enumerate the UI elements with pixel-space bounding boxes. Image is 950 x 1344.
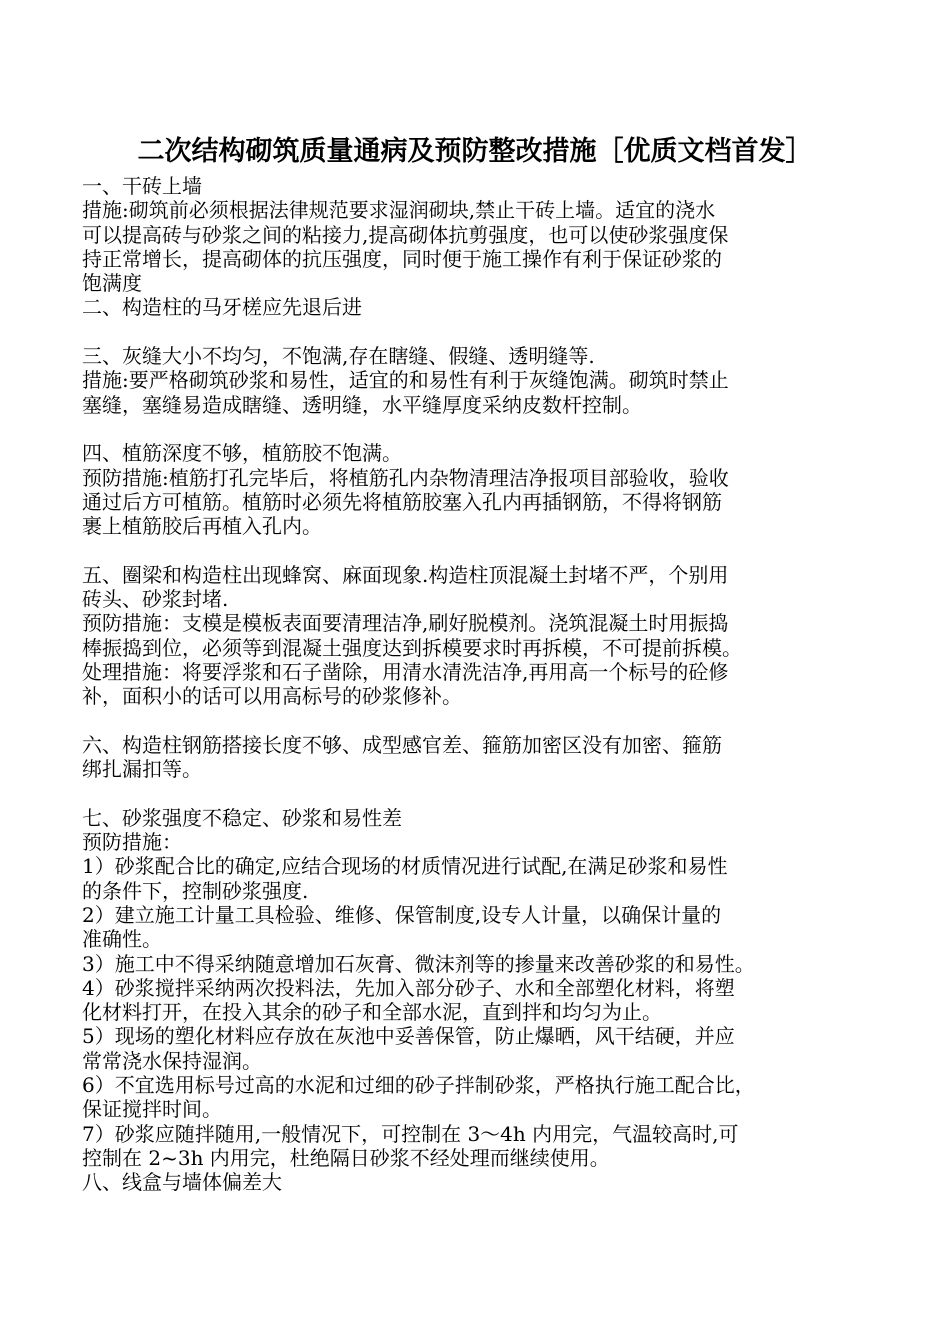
text-line: 塞缝，塞缝易造成瞎缝、透明缝，水平缝厚度采纳皮数杆控制。 (82, 392, 642, 417)
document-body (82, 174, 872, 1194)
text-line: 5）现场的塑化材料应存放在灰池中妥善保管，防止爆晒，风干结硬，并应 (82, 1024, 735, 1049)
blank-line (82, 538, 872, 562)
text-line: 准确性。 (82, 927, 162, 952)
text-line: 二、构造柱的马牙槎应先退后进 (82, 295, 362, 320)
text-line: 措施:砌筑前必须根据法律规范要求湿润砌块,禁止干砖上墙。适宜的浇水 (82, 198, 716, 223)
blank-line (82, 781, 872, 805)
text-line: 棒振捣到位，必须等到混凝土强度达到拆模要求时再拆模，不可提前拆模。 (82, 635, 742, 660)
text-line: 常常浇水保持湿润。 (82, 1048, 262, 1073)
text-line: 处理措施：将要浮浆和石子凿除，用清水清洗洁净,再用高一个标号的砼修 (82, 659, 729, 684)
text-line: 一、干砖上墙 (82, 174, 202, 198)
text-line: 持正常增长，提高砌体的抗压强度，同时便于施工操作有利于保证砂浆的 (82, 246, 722, 271)
text-line: 通过后方可植筋。植筋时必须先将植筋胶塞入孔内再插钢筋，不得将钢筋 (82, 489, 722, 514)
text-line: 7）砂浆应随拌随用,一般情况下，可控制在 3～4h 内用完，气温较高时,可 (82, 1121, 739, 1146)
text-line: 化材料打开，在投入其余的砂子和全部水泥，直到拌和均匀为止。 (82, 1000, 662, 1025)
blank-line (82, 417, 872, 441)
text-line: 裹上植筋胶后再植入孔内。 (82, 514, 322, 539)
document-title: 二次结构砌筑质量通病及预防整改措施［优质文档首发］ (137, 136, 813, 167)
text-line: 砖头、砂浆封堵. (82, 587, 229, 612)
text-line: 1）砂浆配合比的确定,应结合现场的材质情况进行试配,在满足砂浆和易性 (82, 854, 728, 879)
text-line: 八、线盒与墙体偏差大 (82, 1170, 282, 1195)
text-line: 饱满度 (82, 271, 142, 296)
text-line: 2）建立施工计量工具检验、维修、保管制度,设专人计量，以确保计量的 (82, 902, 722, 927)
text-line: 六、构造柱钢筋搭接长度不够、成型感官差、箍筋加密区没有加密、箍筋 (82, 732, 722, 757)
text-line: 三、灰缝大小不均匀，不饱满,存在瞎缝、假缝、透明缝等. (82, 344, 595, 369)
text-line: 措施:要严格砌筑砂浆和易性，适宜的和易性有利于灰缝饱满。砌筑时禁止 (82, 368, 729, 393)
text-line: 绑扎漏扣等。 (82, 757, 202, 782)
text-line: 预防措施:植筋打孔完毕后，将植筋孔内杂物清理洁净报项目部验收，验收 (82, 465, 729, 490)
text-line: 预防措施： (82, 830, 182, 855)
text-line: 七、砂浆强度不稳定、砂浆和易性差 (82, 805, 402, 830)
blank-line (82, 320, 872, 344)
text-line: 保证搅拌时间。 (82, 1097, 222, 1122)
text-line: 控制在 2~3h 内用完，杜绝隔日砂浆不经处理而继续使用。 (82, 1145, 610, 1170)
text-line: 4）砂浆搅拌采纳两次投料法，先加入部分砂子、水和全部塑化材料，将塑 (82, 975, 735, 1000)
text-line: 可以提高砖与砂浆之间的粘接力,提高砌体抗剪强度，也可以使砂浆强度保 (82, 222, 729, 247)
text-line: 6）不宜选用标号过高的水泥和过细的砂子拌制砂浆，严格执行施工配合比， (82, 1072, 755, 1097)
text-line: 四、植筋深度不够，植筋胶不饱满。 (82, 441, 402, 466)
text-line: 预防措施：支模是模板表面要清理洁净,刷好脱模剂。浇筑混凝土时用振捣 (82, 611, 729, 636)
text-line: 五、圈梁和构造柱出现蜂窝、麻面现象.构造柱顶混凝土封堵不严，个别用 (82, 562, 729, 587)
text-line: 3）施工中不得采纳随意增加石灰膏、微沫剂等的掺量来改善砂浆的和易性。 (82, 951, 755, 976)
blank-line (82, 709, 872, 733)
text-line: 补，面积小的话可以用高标号的砂浆修补。 (82, 684, 462, 709)
text-line: 的条件下，控制砂浆强度. (82, 878, 309, 903)
